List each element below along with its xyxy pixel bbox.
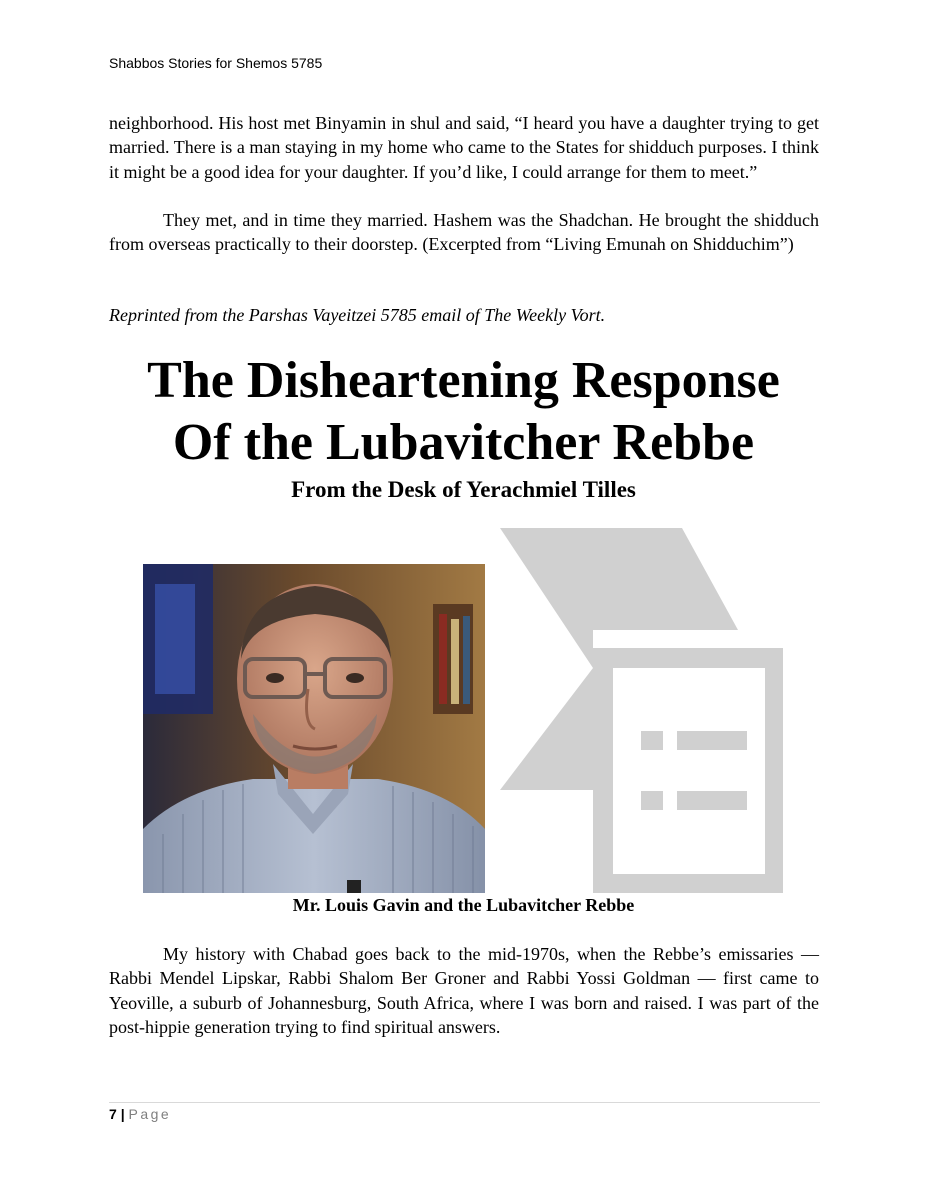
article-title-line-2: Of the Lubavitcher Rebbe [172, 414, 755, 471]
story-paragraph-2: They met, and in time they married. Hashem was the Shadchan. He brought the shidduch from overseas practically to their doorstep. (Excerpted from “Living Emunah on Shidduchim”) [109, 210, 819, 255]
running-header: Shabbos Stories for Shemos 5785 [109, 55, 323, 71]
page-number: 7 [109, 1106, 117, 1122]
article-paragraph-1: My history with Chabad goes back to the mid-1970s, when the Rebbe’s emissaries — Rabbi Mendel Lipskar, Rabbi Shalom Ber Groner and Rabbi Yossi Goldman — first came to Yeoville, a suburb of Johannesburg, South Africa, where I was born and raised. I was part of the post-hippie generation trying to find spiritual answers. [109, 944, 819, 1037]
article-byline: From the Desk of Yerachmiel Tilles [291, 477, 636, 502]
portrait-photo [143, 564, 485, 893]
article-title-line-1: The Disheartening Response [147, 352, 780, 409]
reprint-note: Reprinted from the Parshas Vayeitzei 5785 email of The Weekly Vort. [109, 305, 606, 325]
photo-caption: Mr. Louis Gavin and the Lubavitcher Rebbe [292, 895, 635, 915]
article-title [0, 350, 927, 474]
portrait-illustration [143, 564, 485, 893]
footer-separator: | [120, 1106, 125, 1122]
placeholder-graphic [500, 528, 785, 893]
page-footer [109, 1106, 171, 1122]
document-list-icon [500, 528, 785, 893]
footer-divider [109, 1102, 820, 1103]
page-label: Page [128, 1106, 172, 1122]
story-paragraph-1: neighborhood. His host met Binyamin in shul and said, “I heard you have a daughter trying to get married. There is a man staying in my home who came to the States for shidduch purposes. I think it might be a good idea for your daughter. If you’d like, I could arrange for them to meet.” [109, 113, 819, 182]
